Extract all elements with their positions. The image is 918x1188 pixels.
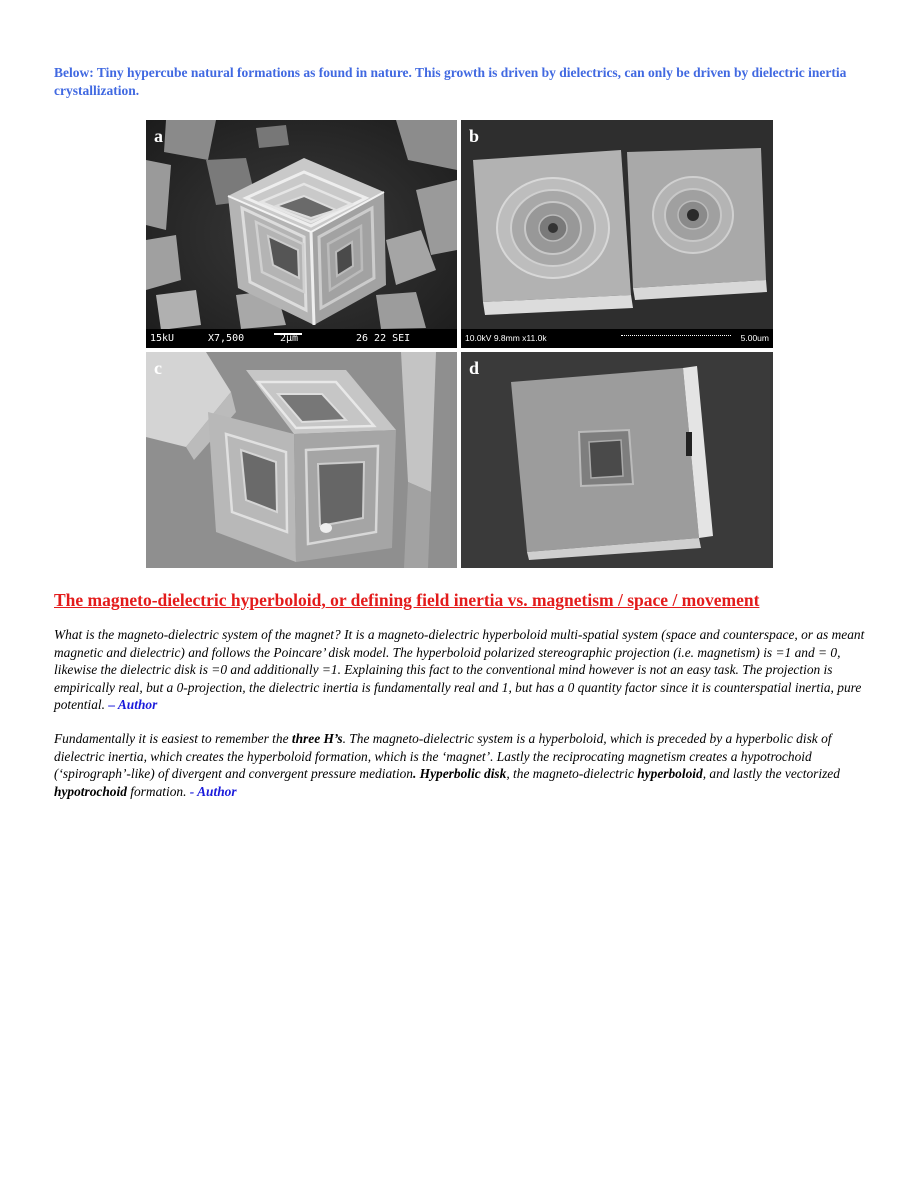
panel-c-image [146, 352, 457, 568]
scale-ticks [621, 331, 731, 336]
scale-bar-length: 2µm [280, 333, 299, 344]
figure-caption: Below: Tiny hypercube natural formations as found in nature. This growth is driven by dielectrics, can only be driven by dielectric inertia crystallization. [54, 65, 847, 98]
paragraph-2-text-1: Fundamentally it is easiest to remember the [54, 731, 292, 746]
paragraph-2 [54, 730, 866, 800]
author-credit-1: – Author [104, 697, 158, 712]
panel-a-label: a [154, 126, 163, 146]
hyperboloid-emphasis: hyperboloid [637, 766, 703, 781]
panel-a-image [146, 120, 457, 348]
paragraph-2-text-4: , and lastly the vectorized [702, 766, 840, 781]
hyperbolic-disk-emphasis: . Hyperbolic disk [412, 766, 507, 781]
panel-a-scalebar [146, 329, 457, 348]
scale-image-id: 26 22 SEI [356, 333, 411, 344]
panel-b-scalebar [461, 329, 773, 348]
paragraph-1-text: What is the magneto-dielectric system of the magnet? It is a magneto-dielectric hyperboloid multi-spatial system (space and counterspace, or as meant magnetic and dielectric) and follows the Poincare’ disk model. The hyperboloid polarized stereographic projection (i.e. magnetism) is =1 and = 0, likewise the dielectric disk is =0 and additionally =1. Explaining this fact to the conventional mind however is not an easy task. The projection is empirically real, but a 0-projection, the dielectric inertia is fundamentally real and 1, but has a 0 quantity factor since it is counterspatial inertia, pure potential. [54, 627, 865, 712]
three-hs-emphasis: three H’s [291, 731, 343, 746]
panel-d-image [461, 352, 773, 568]
paragraph-2-text-5: formation. [126, 783, 187, 799]
sem-figure [146, 120, 773, 568]
panel-b-image [461, 120, 773, 348]
paragraph-2-text-3: , the magneto-dielectric [506, 766, 638, 781]
scale-kv: 15kU [150, 333, 175, 344]
paragraph-2-text-2: . The magneto-dielectric system is a hyperboloid, which is preceded by a hyperbolic disk of dielectric inertia, which creates the hyperboloid formation, which is the ‘magnet’. Lastly the reciprocating magnetism creates a hypotrochoid (‘spirograph’-like) of divergent and convergent pressure mediation [54, 731, 832, 781]
hypotrochoid-emphasis: hypotrochoid [54, 783, 127, 799]
section-heading: The magneto-dielectric hyperboloid, or defining field inertia vs. magnetism / space / movement [54, 590, 760, 610]
author-credit-2: - Author [186, 783, 237, 799]
scale-settings: 10.0kV 9.8mm x11.0k [465, 333, 547, 343]
panel-d-label: d [469, 358, 480, 378]
paragraph-1 [54, 626, 866, 714]
panel-b-label: b [469, 126, 480, 146]
panel-c-label: c [154, 358, 162, 378]
scale-magnification: X7,500 [208, 333, 245, 344]
scale-length: 5.00um [740, 333, 769, 343]
